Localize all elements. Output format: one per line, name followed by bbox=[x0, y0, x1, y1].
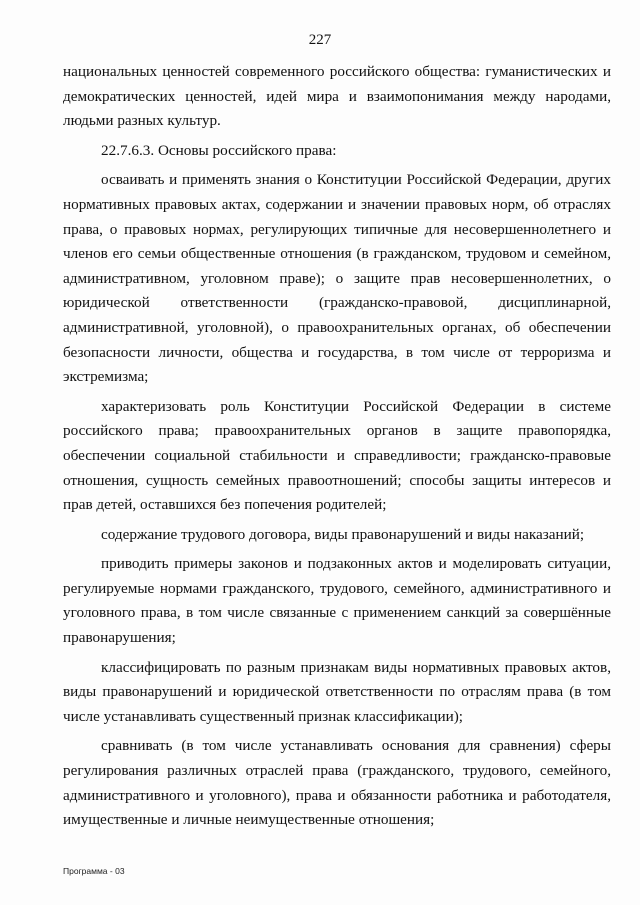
page-body bbox=[63, 60, 611, 838]
footer-label: Программа - 03 bbox=[63, 866, 125, 876]
page-number: 227 bbox=[308, 32, 332, 48]
section-heading: 22.7.6.3. Основы российского права: bbox=[101, 141, 337, 159]
paragraph: классифицировать по разным признакам виды нормативных правовых актов, виды правонарушений и юридической ответственности по отраслям права (в том числе устанавливать существенный признак классификации); bbox=[63, 658, 611, 725]
paragraph: национальных ценностей современного российского общества: гуманистических и демократических ценностей, идей мира и взаимопонимания между народами, людьми разных культур. bbox=[63, 63, 611, 130]
paragraph: сравнивать (в том числе устанавливать основания для сравнения) сферы регулирования различных отраслей права (гражданского, трудового, семейного, административного и уголовного), права и обязанности работника и работодателя, имущественные и личные неимущественные отношения; bbox=[63, 737, 611, 829]
paragraph: характеризовать роль Конституции Российской Федерации в системе российского права; правоохранительных органов в защите правопорядка, обеспечении социальной стабильности и справедливости; гражданско-правовые отношения, сущность семейных правоотношений; способы защиты интересов и прав детей, оставшихся без попечения родителей; bbox=[63, 397, 611, 514]
paragraph: содержание трудового договора, виды правонарушений и виды наказаний; bbox=[101, 525, 585, 543]
paragraph: приводить примеры законов и подзаконных актов и моделировать ситуации, регулируемые нормами гражданского, трудового, семейного, административного и уголовного права, в том числе связанные с применением санкций за совершённые правонарушения; bbox=[63, 555, 611, 647]
paragraph: осваивать и применять знания о Конституции Российской Федерации, других нормативных правовых актах, содержании и значении правовых норм, об отраслях права, о правовых нормах, регулирующих типичные для несовершеннолетнего и членов его семьи общественные отношения (в гражданском, трудовом и семейном, административном, уголовном праве); о защите прав несовершеннолетних, о юридической ответственности (гражданско-правовой, дисциплинарной, административной, уголовной), о правоохранительных органах, об обеспечении безопасности личности, общества и государства, в том числе от терроризма и экстремизма; bbox=[63, 171, 611, 386]
